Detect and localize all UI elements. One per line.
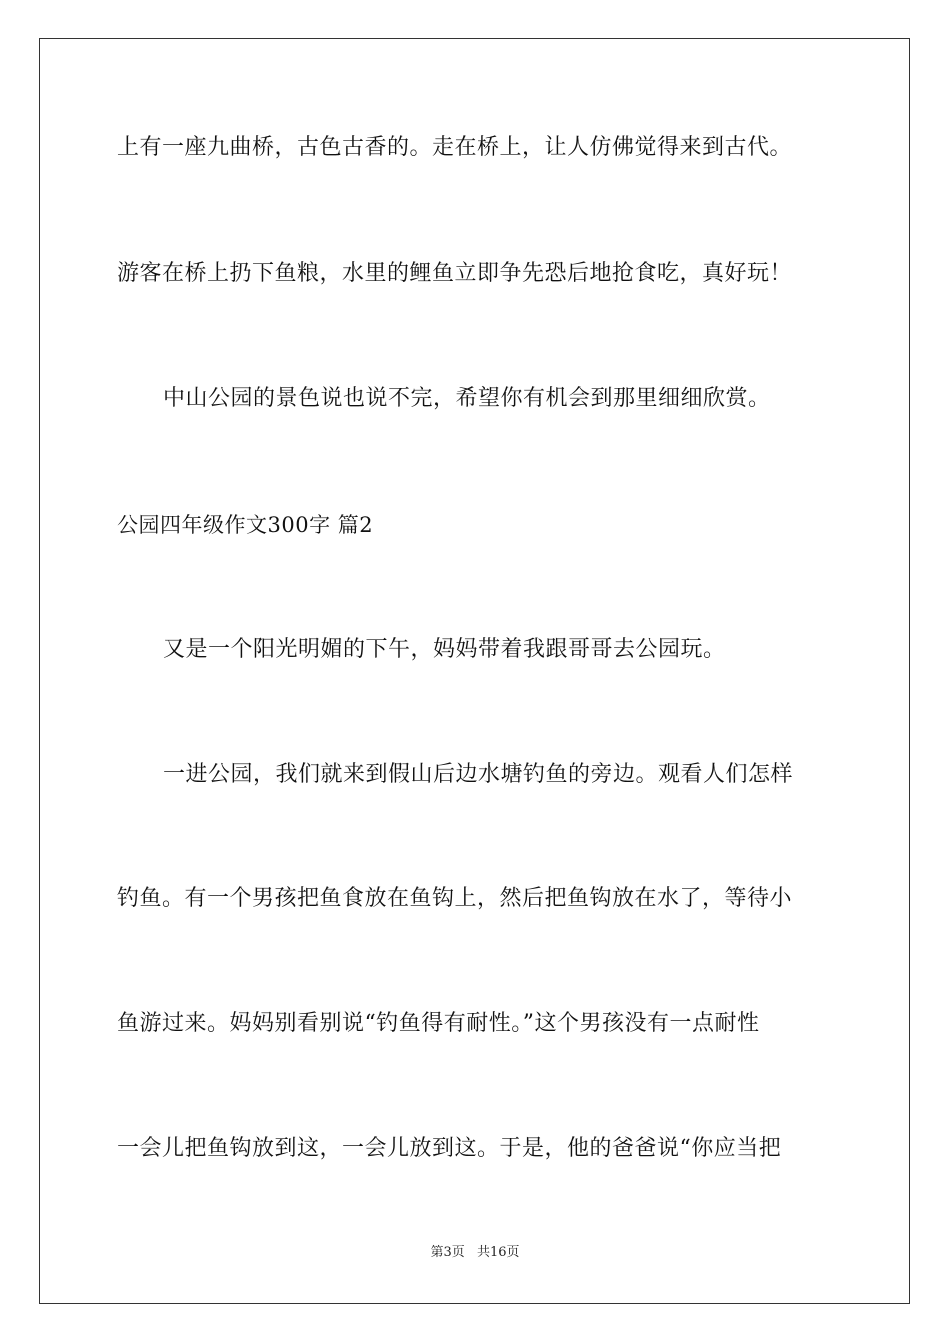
page-border — [39, 38, 910, 1304]
page-number: 第3页 — [430, 1245, 465, 1260]
text-line: 中山公园的景色说也说不完，希望你有机会到那里细细欣赏。 — [163, 386, 771, 411]
text-line: 一进公园，我们就来到假山后边水塘钓鱼的旁边。观看人们怎样 — [163, 762, 794, 787]
page-footer — [0, 1244, 950, 1262]
text-line: 鱼游过来。妈妈别看别说“钓鱼得有耐性。”这个男孩没有一点耐性 — [117, 1011, 760, 1036]
page-total: 共16页 — [476, 1245, 520, 1260]
text-line: 游客在桥上扔下鱼粮，水里的鲤鱼立即争先恐后地抢食吃，真好玩！ — [117, 261, 793, 286]
text-line: 一会儿把鱼钩放到这，一会儿放到这。于是，他的爸爸说“你应当把 — [117, 1136, 782, 1161]
text-line: 上有一座九曲桥，古色古香的。走在桥上，让人仿佛觉得来到古代。 — [117, 135, 793, 160]
text-line: 钓鱼。有一个男孩把鱼食放在鱼钩上，然后把鱼钩放在水了，等待小 — [117, 886, 793, 911]
text-line: 又是一个阳光明媚的下午，妈妈带着我跟哥哥去公园玩。 — [163, 637, 726, 662]
section-heading: 公园四年级作文300字 篇2 — [117, 513, 374, 537]
